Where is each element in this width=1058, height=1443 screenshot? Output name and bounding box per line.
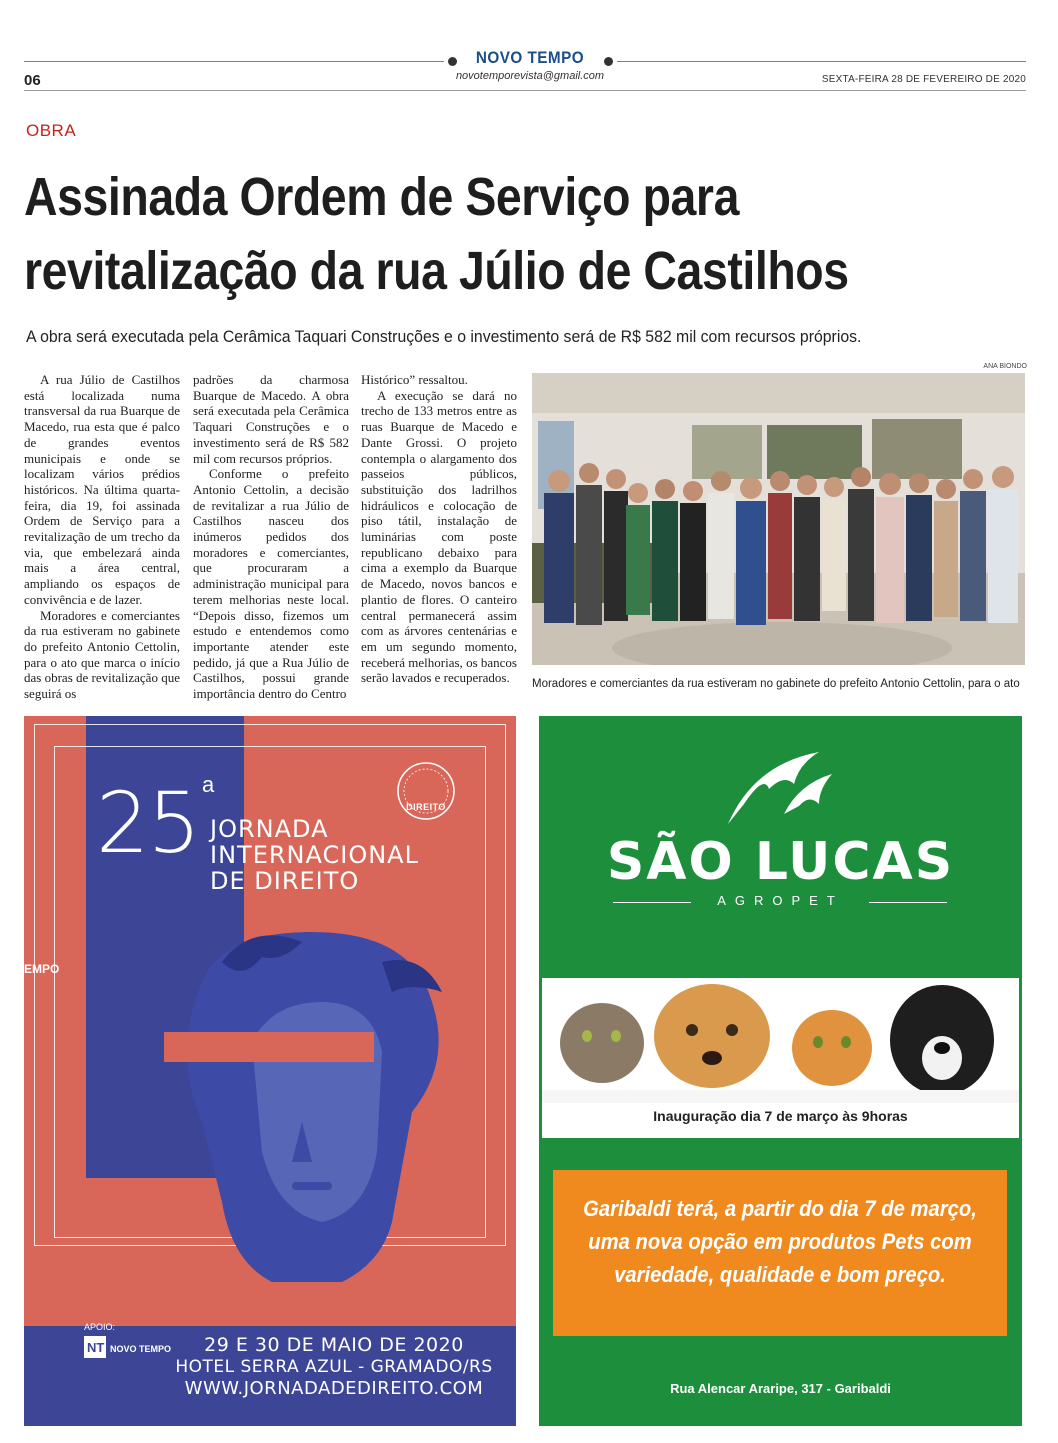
paragraph: Moradores e comerciantes da rua estiveram no gabinete do prefeito Antonio Cettolin, para o ato que marca o início das obras de revitalização que seguirá os [24, 607, 180, 702]
paragraph: Conforme o prefeito Antonio Cettolin, a decisão de revitalizar a rua Júlio de Castilhos nasceu dos inúmeros pedidos dos moradores e comerciantes, que procuraram a administração municipal para terem melhorias neste local. “Depois disso, fizemos um estudo e entendemos como importante atender este pedido, já que a Rua Júlio de Castilhos, possui grande importância dentro do Centro [193, 466, 349, 702]
paragraph: padrões da charmosa Buarque de Macedo. A obra será executada pela Cerâmica Taquari Construções e o investimento será de R$ 582 mil com recursos próprios. [193, 372, 349, 466]
novo-tempo-logo [84, 1336, 170, 1358]
header-rule-right [617, 61, 1026, 62]
statue-head-illustration [162, 922, 462, 1292]
event-venue: HOTEL SERRA AZUL - GRAMADO/RS [175, 1357, 493, 1377]
promo-text [571, 1192, 989, 1291]
sao-lucas-wing-icon [724, 744, 836, 828]
jornada-ad [24, 716, 516, 1426]
article-column-2 [193, 372, 349, 702]
article-column-3 [361, 372, 517, 686]
header-dot-right [604, 57, 613, 66]
event-website[interactable]: WWW.JORNADADEDIREITO.COM [184, 1378, 484, 1399]
paragraph: A rua Júlio de Castilhos está localizada numa transversal da rua Buarque de Macedo, rua esta que é palco de grandes eventos municipais e onde se localizam vários prédios históricos. Na última quarta-feira, dia 19, foi assinada Ordem de Serviço para a revitalização de um trecho da via, que embelezará ainda mais a área central, ampliando os espaços de convivência e de lazer. [24, 372, 180, 607]
event-title-line-1: JORNADA [210, 815, 329, 843]
store-address: Rua Alencar Araripe, 317 - Garibaldi [670, 1381, 891, 1396]
edition-number: 25 [96, 774, 199, 872]
masthead-brand: NOVO TEMPO [475, 48, 585, 67]
photo-credit: ANA BIONDO [983, 363, 1027, 370]
group-photo-illustration [532, 373, 1025, 665]
paragraph: A execução se dará no trecho de 133 metros entre as ruas Buarque de Macedo e Dante Grossi. O projeto contempla o alargamento dos passeios públicos, substituição dos ladrilhos hidráulicos e colocação de piso tátil, instalação de luminárias com poste republicano debaixo para cima a exemplo da Buarque de Macedo, novos bancos e plantio de flores. O canteiro central permanecerá assim com as árvores centenárias e em um segundo momento, receberá melhorias, os bancos serão lavados e recuperados. [361, 387, 517, 686]
sao-lucas-ad [539, 716, 1022, 1426]
masthead-email: novotemporevista@gmail.com [455, 70, 605, 82]
photo-caption: Moradores e comerciantes da rua estiveram no gabinete do prefeito Antonio Cettolin, para o ato [532, 678, 1020, 690]
novo-tempo-logo-icon [84, 1336, 106, 1358]
novo-tempo-logo-text: NOVO TEMPO [110, 1344, 172, 1354]
brand-tagline: AGROPET [717, 893, 844, 908]
paragraph: Histórico” ressaltou. [361, 372, 468, 387]
issue-date: SEXTA-FEIRA 28 DE FEVEREIRO DE 2020 [821, 74, 1026, 85]
svg-text:NT: NT [87, 1340, 105, 1355]
event-dates: 29 E 30 DE MAIO DE 2020 [204, 1334, 464, 1356]
section-label: OBRA [26, 121, 77, 140]
brand-name: SÃO LUCAS [606, 832, 955, 892]
headline-line-2: revitalização da rua Júlio de Castilhos [24, 241, 849, 301]
article-column-1 [24, 372, 180, 702]
headline-line-1: Assinada Ordem de Serviço para [24, 167, 739, 227]
inauguration-notice: Inauguração dia 7 de março às 9horas [653, 1108, 908, 1124]
event-title [210, 816, 419, 894]
edition-ordinal: a [202, 772, 215, 797]
support-label: APOIO: [84, 1322, 116, 1332]
header-bottom-rule [24, 90, 1026, 91]
event-title-line-2: INTERNACIONAL [210, 841, 419, 869]
page-number: 06 [24, 72, 41, 89]
promo-line-3: variedade, qualidade e bom preço. [614, 1262, 946, 1287]
group-photo [532, 373, 1025, 665]
promo-box [553, 1170, 1007, 1336]
pets-banner [542, 978, 1019, 1138]
header-rule-left [24, 61, 444, 62]
promo-line-2: uma nova opção em produtos Pets com [588, 1229, 972, 1254]
side-tab-text: EMPO [24, 962, 60, 976]
headline [24, 160, 893, 308]
event-info [164, 1334, 504, 1400]
tagline-rule-right [869, 902, 947, 903]
event-badge-label: DIREITO [406, 802, 446, 812]
event-title-line-3: DE DIREITO [210, 867, 360, 895]
event-badge-icon [395, 760, 457, 822]
promo-line-1: Garibaldi terá, a partir do dia 7 de março, [583, 1196, 977, 1221]
pets-illustration [542, 978, 1019, 1103]
subheadline: A obra será executada pela Cerâmica Taquari Construções e o investimento será de R$ 582 mil com recursos próprios. [26, 327, 862, 346]
